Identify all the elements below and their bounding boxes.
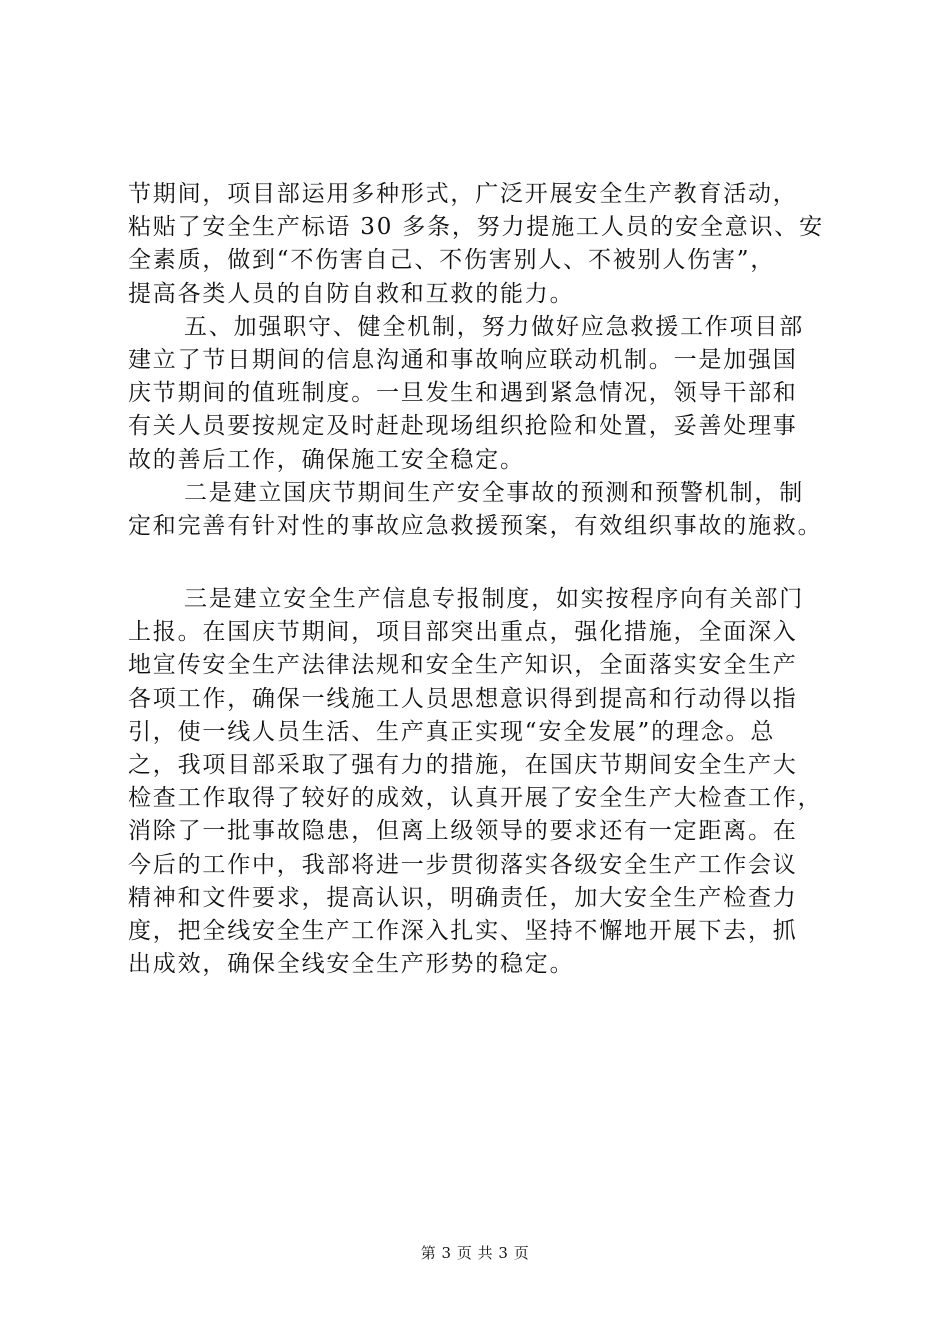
text-line: 建立了节日期间的信息沟通和事故响应联动机制。一是加强国 xyxy=(128,346,798,373)
paragraph-3 xyxy=(128,477,840,543)
text-line: 消除了一批事故隐患，但离上级领导的要求还有一定距离。在 xyxy=(128,818,798,845)
text-line: 检查工作取得了较好的成效，认真开展了安全生产大检查工作， xyxy=(128,785,823,812)
text-line: 故的善后工作，确保施工安全稳定。 xyxy=(128,446,525,473)
text-line: 提高各类人员的自防自救和互救的能力。 xyxy=(128,280,575,307)
text-line: 粘贴了安全生产标语 30 多条，努力提施工人员的安全意识、安 xyxy=(128,214,824,241)
text-line: 出成效，确保全线安全生产形势的稳定。 xyxy=(128,951,575,978)
text-line: 地宣传安全生产法律法规和安全生产知识，全面落实安全生产 xyxy=(128,652,798,679)
paragraph-spacer xyxy=(128,543,840,583)
paragraph-2 xyxy=(128,311,840,477)
text-line: 定和完善有针对性的事故应急救援预案，有效组织事故的施救。 xyxy=(128,512,823,539)
text-line: 上报。在国庆节期间，项目部突出重点，强化措施，全面深入 xyxy=(128,619,798,646)
text-line: 节期间，项目部运用多种形式，广泛开展安全生产教育活动， xyxy=(128,181,798,207)
text-line: 各项工作，确保一线施工人员思想意识得到提高和行动得以指 xyxy=(128,685,798,712)
page-number-footer: 第 3 页 共 3 页 xyxy=(420,1244,530,1262)
paragraph-1 xyxy=(128,178,840,311)
text-line: 度，把全线安全生产工作深入扎实、坚持不懈地开展下去，抓 xyxy=(128,917,798,944)
text-line: 有关人员要按规定及时赶赴现场组织抢险和处置，妥善处理事 xyxy=(128,413,798,440)
text-line: 二是建立国庆节期间生产安全事故的预测和预警机制，制 xyxy=(184,479,804,506)
text-line: 五、加强职守、健全机制，努力做好应急救援工作项目部 xyxy=(184,313,804,340)
text-line: 之，我项目部采取了强有力的措施，在国庆节期间安全生产大 xyxy=(128,752,798,778)
text-line: 三是建立安全生产信息专报制度，如实按程序向有关部门 xyxy=(184,586,804,613)
text-line: 今后的工作中，我部将进一步贯彻落实各级安全生产工作会议 xyxy=(128,851,798,878)
text-line: 全素质，做到“不伤害自己、不伤害别人、不被别人伤害”， xyxy=(128,247,776,274)
text-line: 精神和文件要求，提高认识，明确责任，加大安全生产检查力 xyxy=(128,884,798,911)
document-body xyxy=(128,178,840,981)
text-line: 庆节期间的值班制度。一旦发生和遇到紧急情况，领导干部和 xyxy=(128,380,798,407)
text-line: 引，使一线人员生活、生产真正实现“安全发展”的理念。总 xyxy=(128,718,776,745)
paragraph-4 xyxy=(128,583,840,981)
